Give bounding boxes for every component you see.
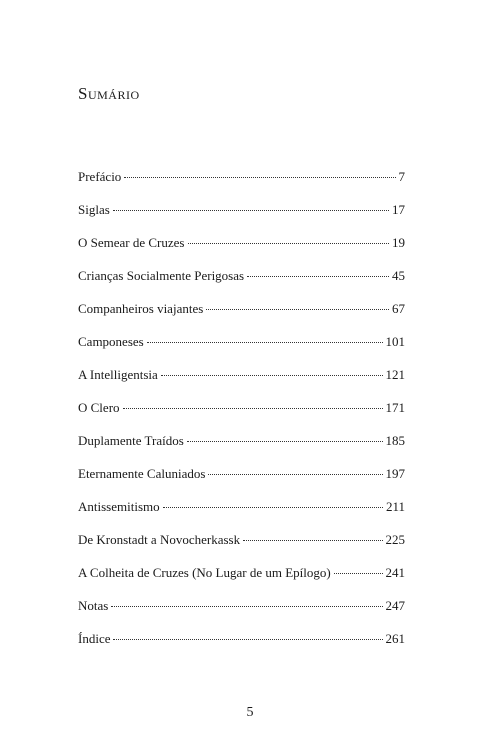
toc-entry-title: Notas — [78, 598, 109, 613]
toc-entry-prefacio[interactable] — [78, 168, 405, 201]
toc-entry-page: 45 — [392, 268, 405, 283]
toc-entry-title: A Colheita de Cruzes (No Lugar de um Epílogo) — [78, 565, 331, 580]
toc-entry-title: Companheiros viajantes — [78, 301, 204, 316]
dot-leader — [111, 606, 382, 607]
dot-leader — [163, 507, 383, 508]
dot-leader — [206, 309, 389, 310]
dot-leader — [123, 408, 383, 409]
dot-leader — [187, 441, 383, 442]
toc-entry-title: De Kronstadt a Novocherkassk — [78, 532, 241, 547]
toc-entry-title: Prefácio — [78, 169, 122, 184]
toc-entry-page: 211 — [385, 499, 405, 514]
toc-entry-page: 171 — [385, 400, 405, 415]
toc-entry-page: 19 — [392, 235, 405, 250]
toc-entry-page: 225 — [385, 532, 405, 547]
dot-leader — [161, 375, 383, 376]
dot-leader — [113, 639, 382, 640]
toc-entry-page: 101 — [385, 334, 405, 349]
toc-entry-title: O Semear de Cruzes — [78, 235, 185, 250]
toc-entry-title: A Intelligentsia — [78, 367, 158, 382]
toc-entry-eternamente-caluniados[interactable] — [78, 465, 405, 498]
page-title: Sumário — [78, 84, 140, 103]
toc-entry-criancas[interactable] — [78, 267, 405, 300]
toc-entry-semear-de-cruzes[interactable] — [78, 234, 405, 267]
toc-entry-intelligentsia[interactable] — [78, 366, 405, 399]
toc-entry-colheita-de-cruzes[interactable] — [78, 564, 405, 597]
toc-entry-siglas[interactable] — [78, 201, 405, 234]
toc-entry-title: Antissemitismo — [78, 499, 160, 514]
dot-leader — [334, 573, 383, 574]
dot-leader — [247, 276, 389, 277]
page-number: 5 — [246, 705, 254, 720]
toc-entry-title: Camponeses — [78, 334, 144, 349]
toc-entry-page: 121 — [385, 367, 405, 382]
dot-leader — [147, 342, 383, 343]
toc-entry-title: Índice — [78, 631, 111, 646]
toc-entry-kronstadt[interactable] — [78, 531, 405, 564]
toc-entry-title: Siglas — [78, 202, 110, 217]
toc-entry-notas[interactable] — [78, 597, 405, 630]
dot-leader — [188, 243, 390, 244]
toc-entry-page: 17 — [392, 202, 405, 217]
dot-leader — [208, 474, 382, 475]
toc-entry-title: Duplamente Traídos — [78, 433, 184, 448]
toc-entry-page: 261 — [385, 631, 405, 646]
toc-entry-page: 197 — [385, 466, 405, 481]
toc-entry-title: O Clero — [78, 400, 120, 415]
toc-entry-page: 7 — [398, 169, 405, 184]
toc-entry-antissemitismo[interactable] — [78, 498, 405, 531]
dot-leader — [124, 177, 395, 178]
dot-leader — [113, 210, 389, 211]
toc-entry-title: Eternamente Caluniados — [78, 466, 206, 481]
toc-entry-camponeses[interactable] — [78, 333, 405, 366]
toc-entry-indice[interactable] — [78, 630, 405, 663]
dot-leader — [243, 540, 382, 541]
toc-entry-title: Crianças Socialmente Perigosas — [78, 268, 245, 283]
toc-entry-clero[interactable] — [78, 399, 405, 432]
toc-entry-companheiros[interactable] — [78, 300, 405, 333]
toc-entry-page: 247 — [385, 598, 405, 613]
toc-entry-page: 241 — [385, 565, 405, 580]
toc-entry-page: 185 — [385, 433, 405, 448]
toc-entry-duplamente-traidos[interactable] — [78, 432, 405, 465]
table-of-contents — [78, 168, 405, 663]
toc-entry-page: 67 — [392, 301, 405, 316]
